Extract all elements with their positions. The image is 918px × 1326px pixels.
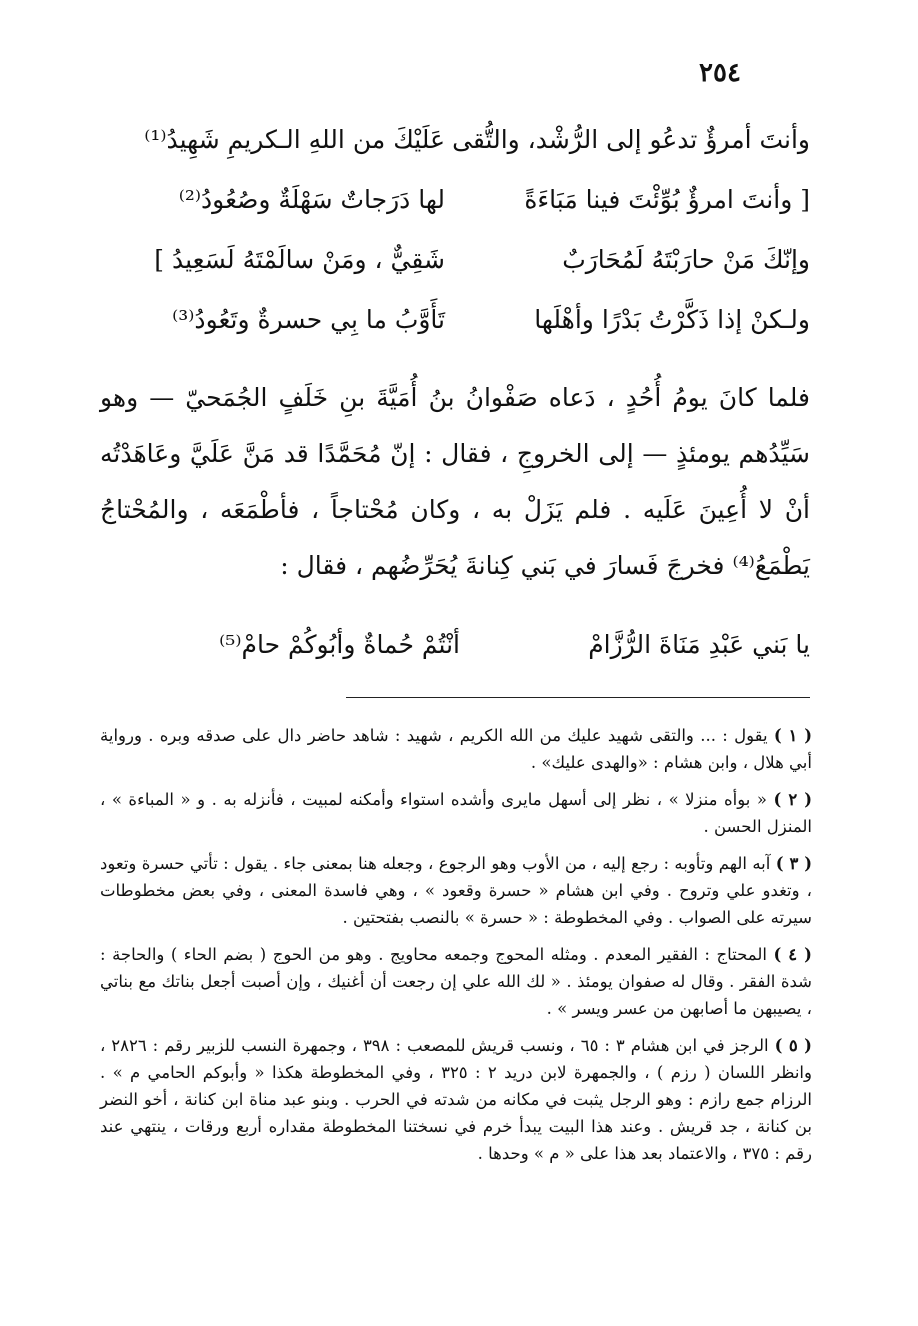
footnotes (100, 722, 812, 1177)
footnote-5 (100, 1032, 812, 1167)
verse-4-first-hemistich: ولـكنْ إذا ذَكَّرْتُ بَدْرًا وأهْلَها (534, 305, 810, 334)
verse-2 (100, 170, 810, 230)
rajaz-second-hemistich: أنْتُمْ حُماةٌ وأبُوكُمْ حامْ⁽⁵⁾ (219, 630, 460, 659)
verse-4-second-hemistich: تَأَوَّبُ ما بِي حسرةٌ وتَعُودُ⁽³⁾ (172, 305, 445, 334)
verse-1 (100, 110, 810, 170)
footnote-3 (100, 850, 812, 931)
footnote-2-marker: ( ٢ ) (773, 790, 813, 809)
footnote-divider (346, 697, 810, 698)
footnote-4 (100, 941, 812, 1022)
rajaz-verse (100, 615, 810, 675)
poem (100, 110, 810, 350)
footnote-4-marker: ( ٤ ) (773, 945, 812, 964)
verse-3-second-hemistich: شَقِيٌّ ، ومَنْ سالَمْتَهُ لَسَعِيدُ ] (154, 245, 445, 274)
footnote-2-text: « بوأه منزلا » ، نظر إلى أسهل مايرى وأشده استواء وأمكنه لمبيت ، فأنزله به . و « المباءة » ، المنزل الحسن . (100, 790, 812, 836)
footnote-2 (100, 786, 812, 840)
verse-2-first-hemistich: [ وأنتَ امرؤٌ بُوِّئْتَ فينا مَبَاءَةً (524, 185, 810, 214)
verse-3 (100, 230, 810, 290)
verse-2-second-hemistich: لها دَرَجاتٌ سَهْلَةٌ وصُعُودُ⁽²⁾ (178, 185, 445, 214)
footnote-1 (100, 722, 812, 776)
verse-3-first-hemistich: وإنّكَ مَنْ حارَبْتَهُ لَمُحَارَبٌ (562, 245, 810, 274)
footnote-5-marker: ( ٥ ) (774, 1036, 812, 1055)
footnote-5-text: الرجز في ابن هشام ٣ : ٦٥ ، ونسب قريش للمصعب : ٣٩٨ ، وجمهرة النسب للزبير رقم : ٢٨٢٦ ، وانظر اللسان ( رزم ) ، والجمهرة لابن دريد ٢ : ٣٢٥ ، وفي المخطوطة هكذا « وأبوكم الحامي م » . الرزام جمع رازم : وهو الرجل يثبت في مكانه من شدته في الحرب . وبنو عبد مناة ابن كنانة ، أخو النضر بن كنانة ، جد قريش . وعند هذا البيت يبدأ خرم في نسختنا المخطوطة مقداره أربع ورقات ، ينتهي عند رقم : ٣٧٥ ، والاعتماد بعد هذا على « م » وحدها . (100, 1036, 812, 1163)
footnote-4-text: المحتاج : الفقير المعدم . ومثله المحوج وجمعه محاويج . وهو من الحوج ( بضم الحاء ) والحاجة : شدة الفقر . وقال له صفوان يومئذ . « لك الله علي إن رجعت أن أغنيك ، وإن أصبت أجعل بناتك مع بناتي ، يصيبهن ما أصابهن من عسر ويسر » . (100, 945, 812, 1018)
footnote-1-text: يقول : ... والتقى شهيد عليك من الله الكريم ، شهيد : شاهد حاضر دال على صدقه وبره . ورواية أبي هلال ، وابن هشام : «والهدى عليك» . (100, 726, 812, 772)
verse-4 (100, 290, 810, 350)
prose-section (100, 370, 810, 594)
footnote-1-marker: ( ١ ) (773, 726, 813, 745)
page-number: ٢٥٤ (699, 58, 741, 88)
verse-1-first-hemistich: وأنتَ أمرؤٌ تدعُو إلى الرُّشْد، والتُّقى (452, 125, 810, 154)
prose-paragraph: فلما كانَ يومُ أُحُدٍ ، دَعاه صَفْوانُ بنُ أُمَيَّةَ بنِ خَلَفٍ الجُمَحيّ — وهو سَيِّدُهم يومئذٍ — إلى الخروجِ ، فقال : إنّ مُحَمَّدًا قد مَنَّ عَلَيَّ وعَاهَدْتُه أنْ لا أُعِينَ عَلَيه . فلم يَزَلْ به ، وكان مُحْتاجاً ، فأطْمَعَه ، والمُحْتاجُ يَطْمَعُ⁽⁴⁾ فخرجَ فَسارَ في بَني كِنانةَ يُحَرِّضُهم ، فقال : (100, 383, 810, 580)
footnote-3-marker: ( ٣ ) (775, 854, 812, 873)
footnote-3-text: آبه الهم وتأوبه : رجع إليه ، من الأوب وهو الرجوع ، وجعله هنا بمعنى جاء . يقول : تأتي حسرة وتعود ، وتغدو علي وتروح . وفي ابن هشام « حسرة وقعود » ، وهي فاسدة المعنى ، وفي بعض مخطوطات سيرته على الصواب . وفي المخطوطة : « حسرة » بالنصب بفتحتين . (100, 854, 812, 927)
rajaz-first-hemistich: يا بَني عَبْدِ مَنَاةَ الرُّزَّامْ (588, 630, 810, 659)
verse-1-second-hemistich: عَلَيْكَ من اللهِ الـكريمِ شَهِيدُ⁽¹⁾ (144, 125, 445, 154)
